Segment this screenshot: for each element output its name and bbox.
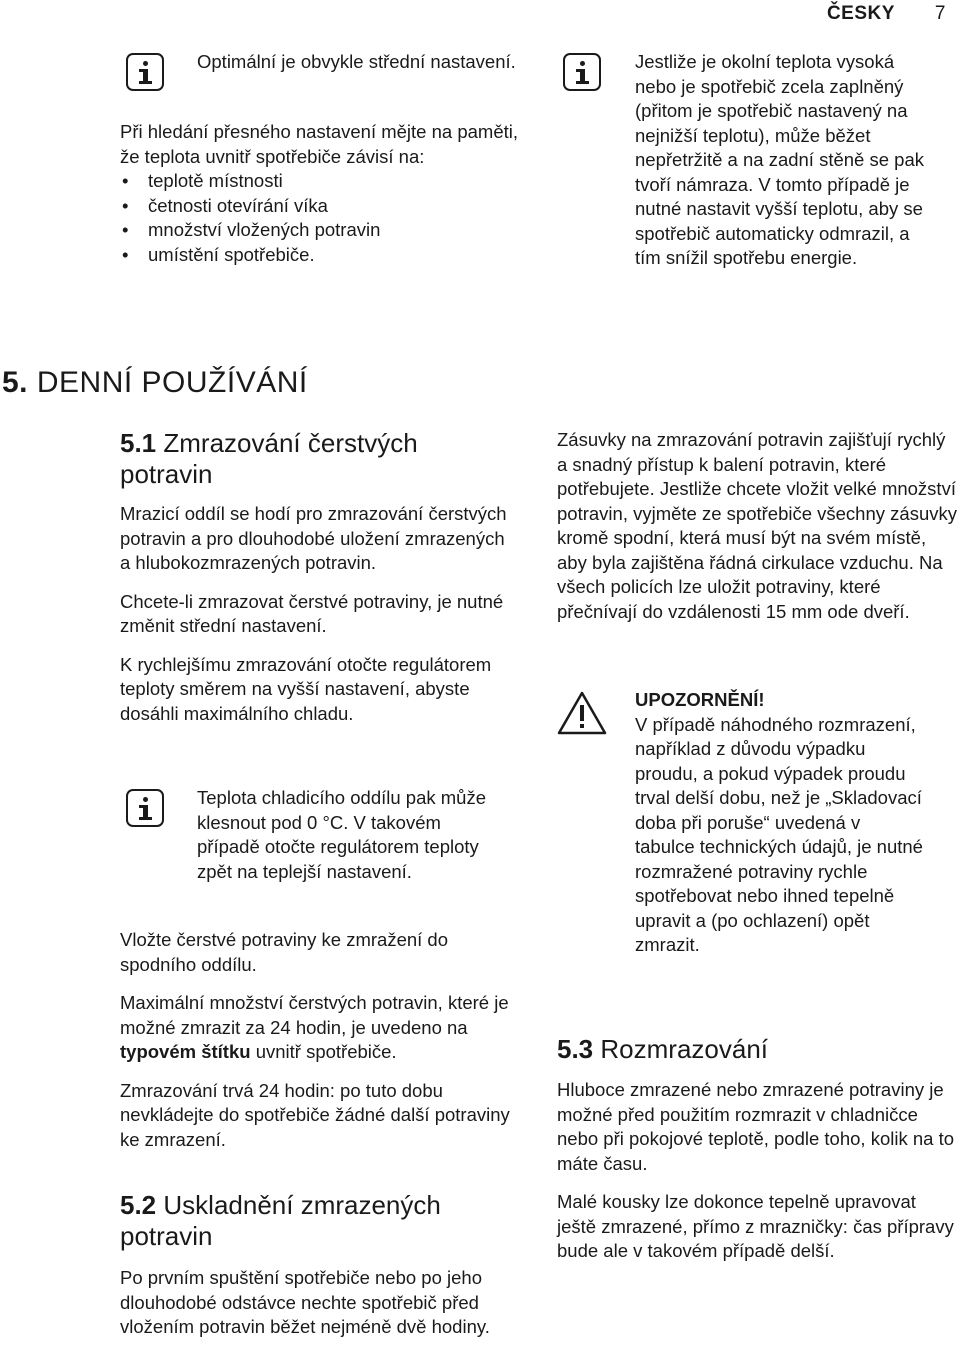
page-header xyxy=(827,3,946,25)
drawers-paragraph: Zásuvky na zmrazování potravin zajišťují rychlý a snadný přístup k balení potravin, které potřebujete. Jestliže chcete vložit velké množství potravin, vyjměte ze spotřebiče všechny zásuvky kromě spodní, která musí být na svém místě, aby byla zajištěna řádná cirkulace vzduchu. Na všech policích lze uložit potraviny, které přečnívají do vzdálenosti 15 mm ode dveří. xyxy=(557,429,957,622)
list-item: • teplotě místnosti xyxy=(120,169,520,194)
warning-title: UPOZORNĚNÍ! xyxy=(635,689,765,710)
paragraph: Hluboce zmrazené nebo zmrazené potraviny je možné před použitím rozmrazit v chladničce nebo při pokojové teplotě, podle toho, kolik na to máte času. xyxy=(557,1079,955,1174)
info-icon xyxy=(126,53,164,91)
paragraph: K rychlejšímu zmrazování otočte regulátorem teploty směrem na vyšší nastavení, abyste dosáhli maximálního chladu. xyxy=(120,653,492,724)
paragraph: Po prvním spuštění spotřebiče nebo po jeho dlouhodobé odstávce nechte spotřebič před vložením potravin běžet nejméně dvě hodiny. xyxy=(120,1267,490,1337)
section-heading-5-2 xyxy=(120,1190,500,1252)
factor-list xyxy=(120,169,520,267)
chapter-number: 5. xyxy=(2,366,29,399)
section-5-1-body xyxy=(120,502,520,740)
paragraph: Zmrazování trvá 24 hodin: po tuto dobu nevkládejte do spotřebiče žádné další potraviny ke zmrazení. xyxy=(120,1079,510,1150)
warning-block xyxy=(635,688,925,958)
intro-text: Při hledání přesného nastavení mějte na paměti, že teplota uvnitř spotřebiče závisí na: xyxy=(120,121,518,167)
paragraph: Chcete-li zmrazovat čerstvé potraviny, je nutné změnit střední nastavení. xyxy=(120,590,504,636)
info-note-temperature: Teplota chladicího oddílu pak může klesnout pod 0 °C. V takovém případě otočte regulátorem teploty zpět na teplejší nastavení. xyxy=(197,787,486,882)
warning-text: V případě náhodného rozmrazení, například z důvodu výpadku proudu, a pokud výpadek proudu trval delší dobu, než je „Skladovací doba při poruše“ uvedená v tabulce technických údajů, je nutné rozmražené potraviny rychle spotřebovat nebo ihned tepelně upravit a (po ochlazení) opět zmrazit. xyxy=(635,713,923,955)
section-heading-5-3 xyxy=(557,1034,937,1065)
section-number: 5.1 xyxy=(120,428,157,458)
section-number: 5.3 xyxy=(557,1034,594,1064)
list-item: • četnosti otevírání víka xyxy=(120,194,520,219)
section-title: Rozmrazování xyxy=(600,1034,769,1064)
section-number: 5.2 xyxy=(120,1190,157,1220)
info-note-frost: Jestliže je okolní teplota vysoká nebo je spotřebič zcela zaplněný (přitom je spotřebič nastavený na nejnižší teplotu), může běžet nepřetržitě a na zadní stěně se pak tvoří námraza. V tomto případě je nutné nastavit vyšší teplotu, aby se spotřebič automaticky odmrazil, a tím snížil spotřebu energie. xyxy=(635,51,924,268)
warning-icon xyxy=(556,690,608,736)
section-5-2-body xyxy=(120,1266,515,1354)
info-icon xyxy=(126,789,164,827)
intro-block xyxy=(120,120,520,267)
list-item: • množství vložených potravin xyxy=(120,218,520,243)
page-number: 7 xyxy=(934,3,946,24)
section-heading-5-1 xyxy=(120,428,500,490)
paragraph: Vložte čerstvé potraviny ke zmražení do spodního oddílu. xyxy=(120,929,449,975)
paragraph-max-amount: Maximální množství čerstvých potravin, které je možné zmrazit za 24 hodin, je uvedeno na typovém štítku uvnitř spotřebiče. xyxy=(120,992,509,1062)
paragraph: Malé kousky lze dokonce tepelně upravovat ještě zmrazené, přímo z mrazničky: čas přípravy bude ale v takovém případě delší. xyxy=(557,1191,954,1261)
section-title: Uskladnění zmrazených potravin xyxy=(120,1190,441,1251)
info-icon xyxy=(563,53,601,91)
language-label: ČESKY xyxy=(826,3,895,24)
list-item: • umístění spotřebiče. xyxy=(120,243,520,268)
chapter-title: DENNÍ POUŽÍVÁNÍ xyxy=(36,366,308,399)
info-note-optimal: Optimální je obvykle střední nastavení. xyxy=(197,51,516,72)
chapter-heading xyxy=(2,366,308,400)
rating-plate-term: typovém štítku xyxy=(120,1041,251,1062)
section-5-1-body-cont xyxy=(120,928,520,1166)
section-5-3-body xyxy=(557,1078,957,1278)
paragraph: Mrazicí oddíl se hodí pro zmrazování čerstvých potravin a pro dlouhodobé uložení zmrazených a hlubokozmrazených potravin. xyxy=(120,503,507,573)
section-title: Zmrazování čerstvých potravin xyxy=(120,428,418,489)
